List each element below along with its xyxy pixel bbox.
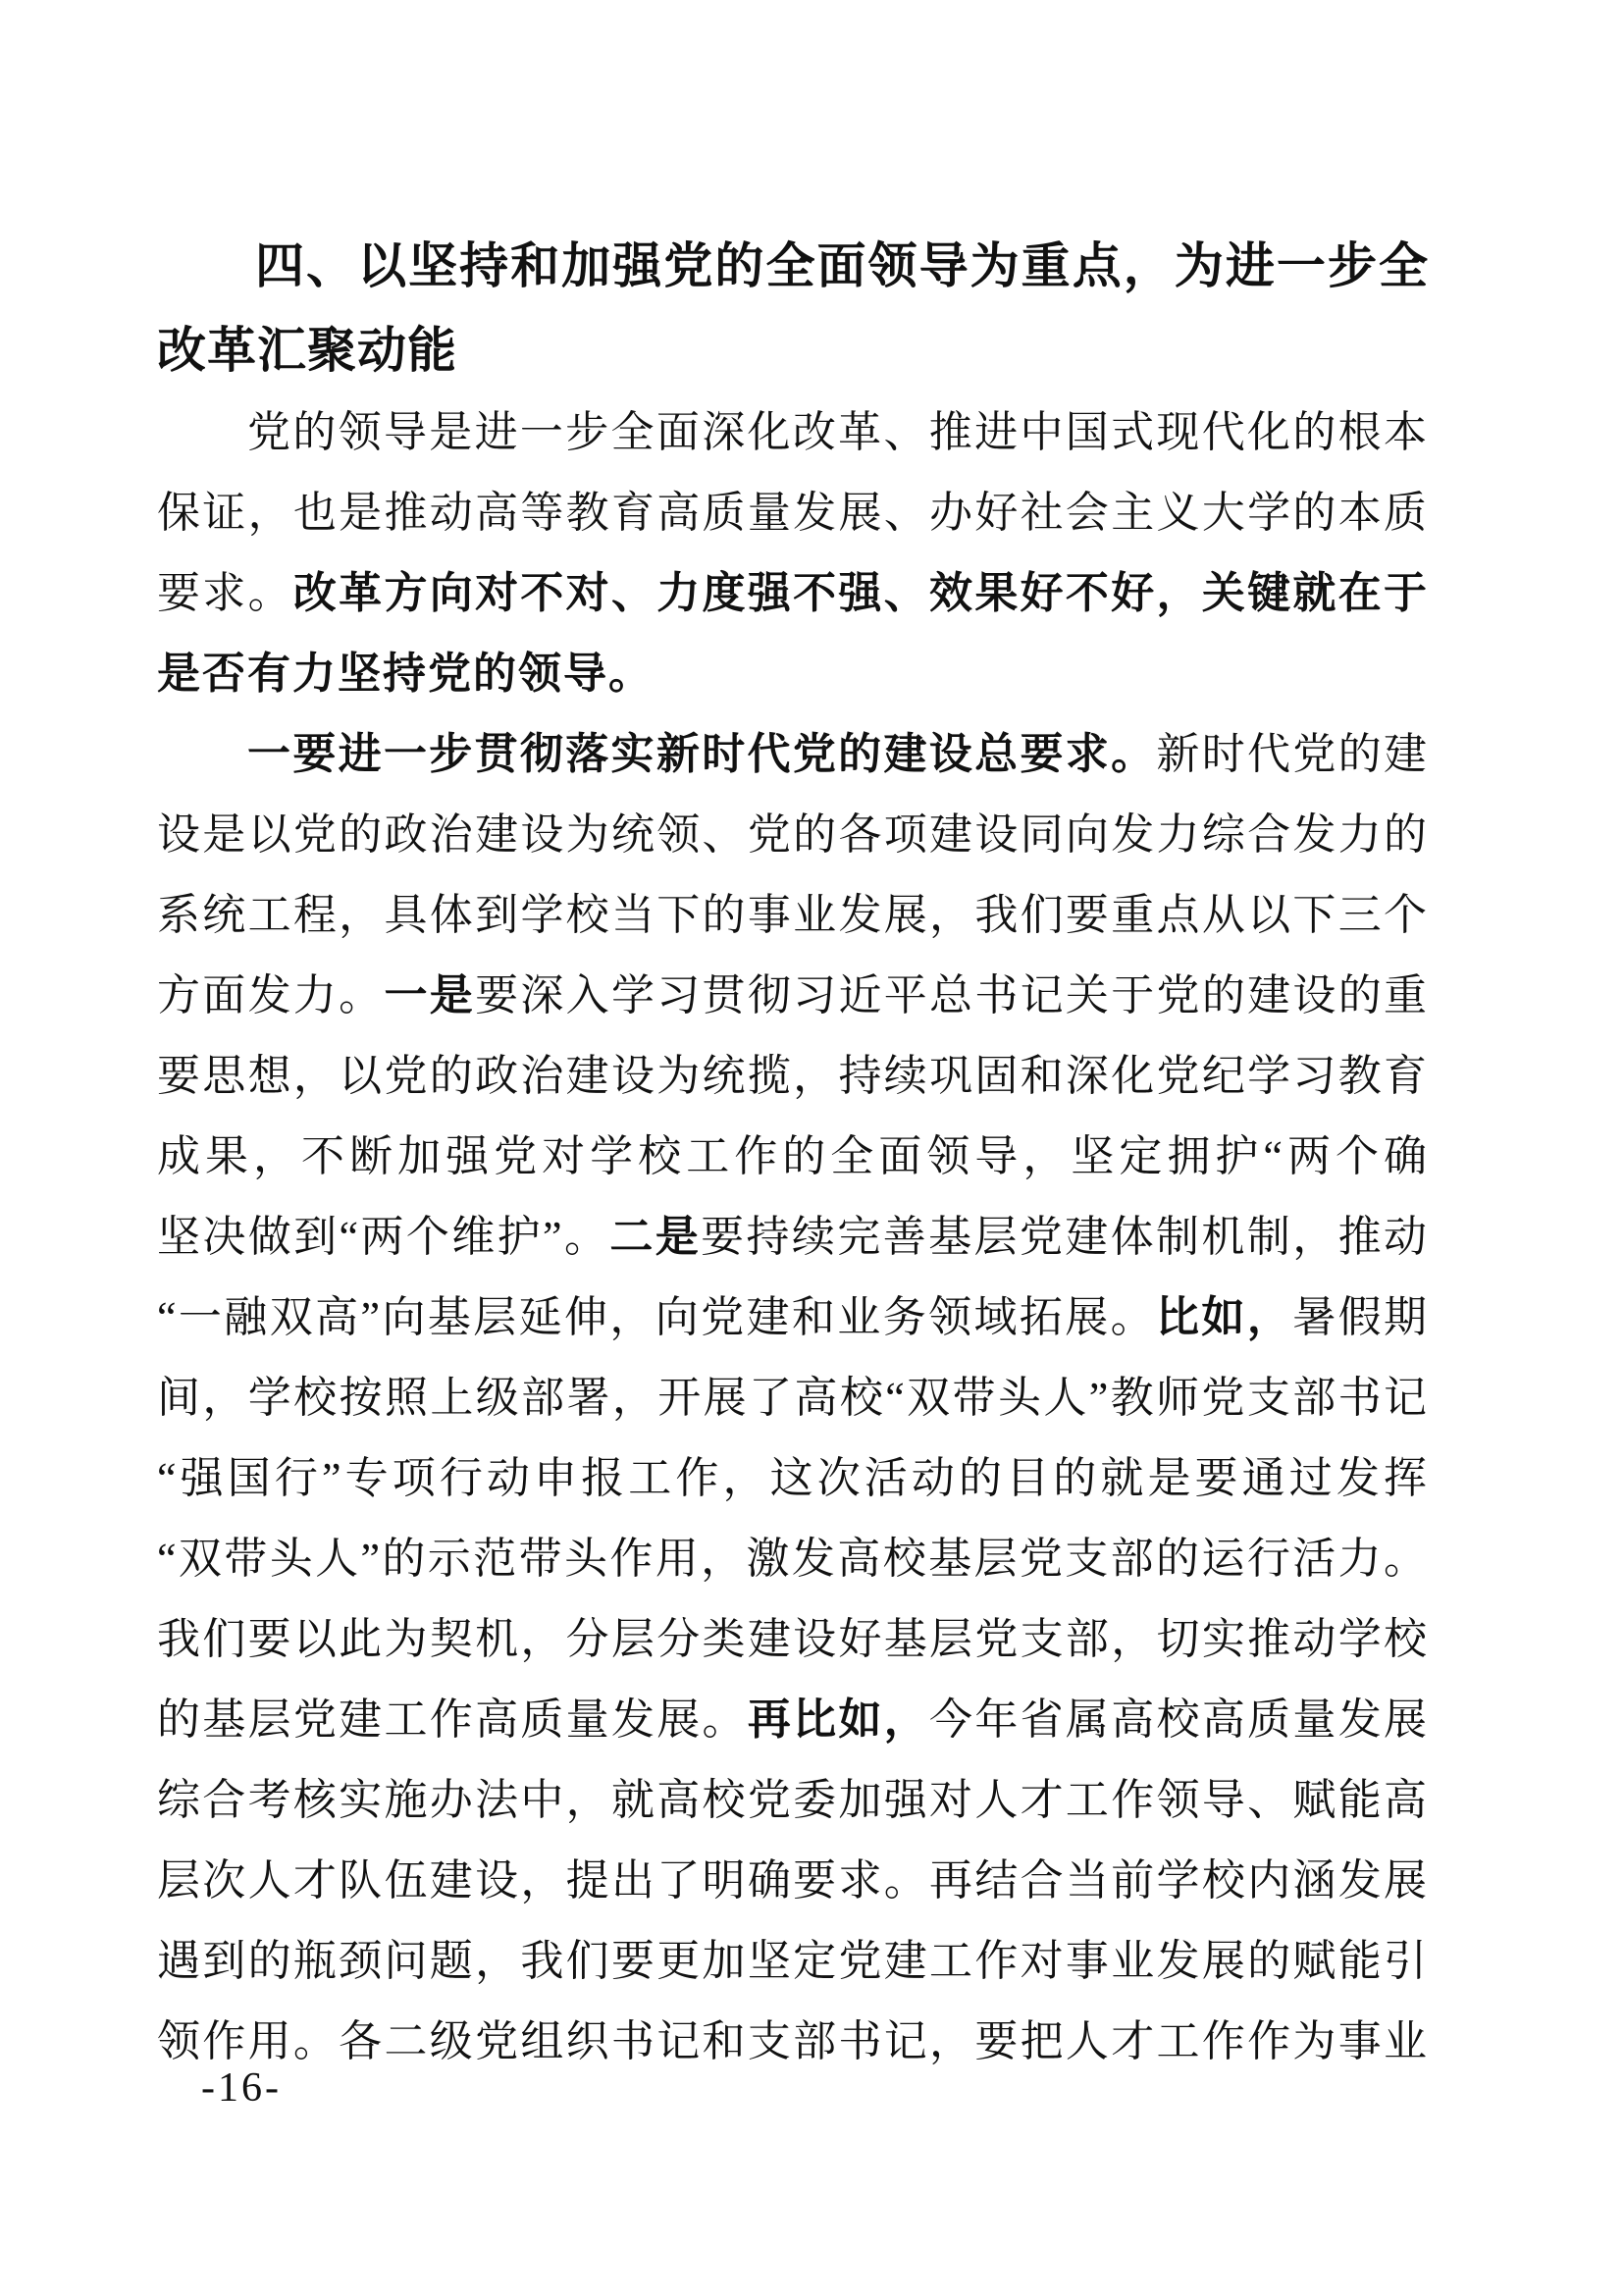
text-run: 系统工程，具体到学校当下的事业发展，我们要重点从以下三个 — [157, 891, 1429, 939]
text-line — [157, 2002, 1429, 2082]
text-run: 综合考核实施办法中，就高校党委加强对人才工作领导、赋能高 — [157, 1776, 1429, 1824]
heading-line — [157, 224, 1429, 308]
text-line — [157, 956, 1429, 1036]
bold-text-run: 是否有力坚持党的领导。 — [157, 650, 654, 698]
text-line — [157, 1197, 1429, 1278]
heading-line — [157, 308, 1429, 392]
text-run: 设是以党的政治建设为统领、党的各项建设同向发力综合发力的 — [157, 810, 1429, 859]
text-line — [157, 553, 1429, 634]
bold-text-run: 改革汇聚动能 — [157, 323, 457, 378]
text-run: 暑假期 — [1292, 1293, 1429, 1341]
text-run: “双带头人”的示范带头作用，激发高校基层党支部的运行活力。 — [157, 1535, 1429, 1583]
text-run: 要求。 — [157, 569, 293, 617]
text-line — [157, 714, 1429, 795]
text-run: 领作用。各二级党组织书记和支部书记，要把人才工作作为事业 — [157, 2017, 1429, 2065]
document-body — [157, 392, 1429, 2082]
bold-text-run: 四、以坚持和加强党的全面领导为重点，为进一步全 — [255, 238, 1429, 293]
bold-text-run: 改革方向对不对、力度强不强、效果好不好，关键就在于 — [292, 569, 1429, 617]
text-run: 成果，不断加强党对学校工作的全面领导，坚定拥护“两个确 — [157, 1132, 1429, 1180]
text-run: 坚决做到“两个维护”。 — [157, 1213, 610, 1261]
text-line — [157, 1760, 1429, 1841]
bold-text-run: 一要进一步贯彻落实新时代党的建设总要求。 — [247, 730, 1157, 778]
text-run: 间，学校按照上级部署，开展了高校“双带头人”教师党支部书记 — [157, 1374, 1429, 1422]
text-line — [157, 875, 1429, 956]
text-line — [157, 1519, 1429, 1599]
text-line — [157, 473, 1429, 553]
text-run: 层次人才队伍建设，提出了明确要求。再结合当前学校内涵发展 — [157, 1856, 1429, 1905]
text-run: 方面发力。 — [157, 971, 385, 1019]
text-run: 的基层党建工作高质量发展。 — [157, 1696, 748, 1744]
text-line — [157, 634, 1429, 714]
text-run: 要持续完善基层党建体制机制，推动 — [701, 1213, 1429, 1261]
text-run: 要深入学习贯彻习近平总书记关于党的建设的重 — [475, 971, 1429, 1019]
text-line — [157, 1117, 1429, 1197]
bold-text-run: 再比如， — [747, 1696, 930, 1744]
text-run: 今年省属高校高质量发展 — [929, 1696, 1429, 1744]
text-run: 新时代党的建 — [1156, 730, 1429, 778]
text-line — [157, 1358, 1429, 1438]
text-line — [157, 1278, 1429, 1358]
bold-text-run: 一是 — [384, 971, 476, 1019]
text-run: 我们要以此为契机，分层分类建设好基层党支部，切实推动学校 — [157, 1615, 1429, 1663]
text-line — [157, 1438, 1429, 1519]
text-run: “一融双高”向基层延伸，向党建和业务领域拓展。 — [157, 1293, 1157, 1341]
document-content — [157, 224, 1429, 2082]
bold-text-run: 二是 — [609, 1213, 702, 1261]
text-run: 党的领导是进一步全面深化改革、推进中国式现代化的根本 — [247, 408, 1429, 456]
text-run: 要思想，以党的政治建设为统揽，持续巩固和深化党纪学习教育 — [157, 1052, 1429, 1100]
text-line — [157, 795, 1429, 875]
section-heading — [157, 224, 1429, 392]
page-number: -16- — [201, 2065, 282, 2111]
text-line — [157, 392, 1429, 473]
text-line — [157, 1680, 1429, 1760]
text-line — [157, 1036, 1429, 1117]
text-run: 保证，也是推动高等教育高质量发展、办好社会主义大学的本质 — [157, 489, 1429, 537]
text-run: “强国行”专项行动申报工作，这次活动的目的就是要通过发挥 — [157, 1454, 1429, 1502]
text-line — [157, 1599, 1429, 1680]
text-line — [157, 1921, 1429, 2002]
text-run: 遇到的瓶颈问题，我们要更加坚定党建工作对事业发展的赋能引 — [157, 1937, 1429, 1985]
bold-text-run: 比如， — [1156, 1293, 1293, 1341]
text-line — [157, 1841, 1429, 1921]
